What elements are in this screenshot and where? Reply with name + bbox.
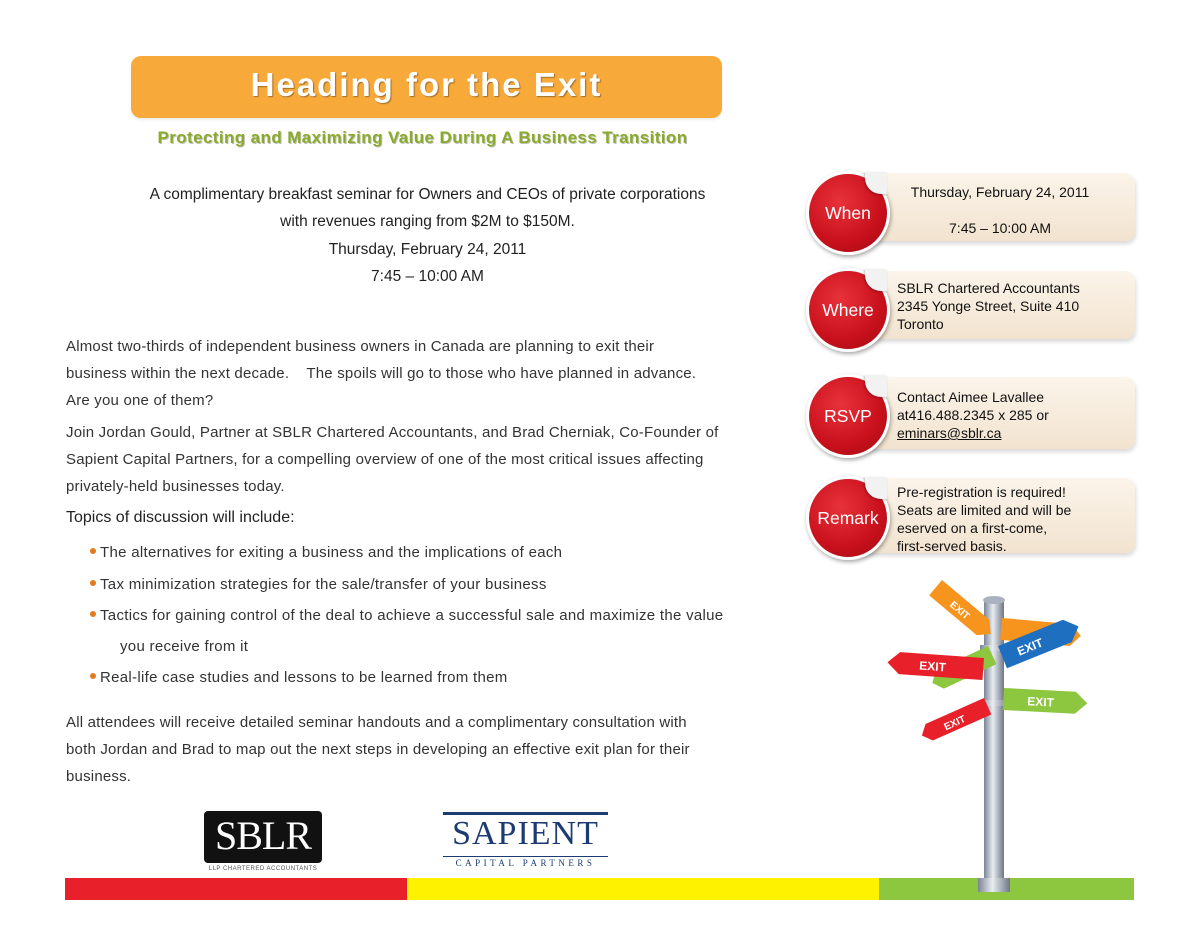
rsvp-contact — [897, 388, 1049, 442]
svg-text:EXIT: EXIT — [918, 658, 947, 675]
exit-signpost-illustration — [880, 560, 1100, 900]
remark-line: first-served basis. — [897, 538, 1007, 554]
intro-line-1: A complimentary breakfast seminar for Owners and CEOs of private corporations — [149, 186, 706, 203]
svg-text:EXIT: EXIT — [942, 713, 968, 734]
exit-sign-red-lower — [918, 698, 991, 744]
where-badge: Where — [806, 268, 890, 352]
text-line: privately-held businesses today. — [66, 478, 285, 495]
intro-date: Thursday, February 24, 2011 — [328, 241, 527, 258]
where-line: 2345 Yonge Street, Suite 410 — [897, 298, 1080, 314]
text-line: Sapient Capital Partners, for a compelling overview of one of the most critical issues affecting — [66, 451, 704, 468]
remark-line: eserved on a first-come, — [897, 520, 1048, 536]
svg-text:EXIT: EXIT — [1015, 635, 1046, 659]
pole-base — [978, 878, 1010, 892]
list-item: Tactics for gaining control of the deal to achieve a successful sale and maximize the value — [90, 601, 770, 631]
rsvp-email-link[interactable]: eminars@sblr.ca — [897, 425, 1002, 441]
svg-text:EXIT: EXIT — [1026, 694, 1055, 710]
intro-line-2: with revenues ranging from $2M to $150M. — [280, 213, 575, 230]
where-line: SBLR Chartered Accountants — [897, 280, 1080, 296]
intro-time: 7:45 – 10:00 AM — [371, 268, 484, 285]
rsvp-badge: RSVP — [806, 374, 890, 458]
when-time: 7:45 – 10:00 AM — [949, 220, 1051, 236]
bullet-dot-icon — [90, 673, 96, 679]
bullet-dot-icon — [90, 548, 96, 554]
text-line: both Jordan and Brad to map out the next steps in developing an effective exit plan for their — [66, 741, 690, 758]
svg-text:EXIT: EXIT — [947, 599, 972, 623]
rsvp-line: Contact Aimee Lavallee — [897, 389, 1045, 405]
rsvp-line: at416.488.2345 x 285 or — [897, 407, 1049, 423]
remark-line: Pre-registration is required! — [897, 484, 1066, 500]
when-badge: When — [806, 171, 890, 255]
text-line: Join Jordan Gould, Partner at SBLR Chartered Accountants, and Brad Cherniak, Co-Founder of — [66, 424, 719, 441]
text-line: business. — [66, 768, 132, 785]
list-item: Real-life case studies and lessons to be learned from them — [90, 663, 770, 693]
signpost-pole — [984, 600, 1004, 890]
sblr-logo-text: SBLR — [214, 813, 312, 858]
footer-stripe-red — [65, 878, 407, 900]
sapient-logo: SAPIENT — [452, 815, 599, 852]
sapient-logo-tagline: CAPITAL PARTNERS — [443, 856, 608, 868]
text-line: Almost two-thirds of independent business owners in Canada are planning to exit their — [66, 338, 655, 355]
sblr-logo-tagline: LLP CHARTERED ACCOUNTANTS — [208, 866, 318, 872]
exit-sign-green-right — [1003, 688, 1088, 714]
text-line: business within the next decade. The spoils will go to those who have planned in advance. — [66, 365, 697, 382]
text-line: All attendees will receive detailed seminar handouts and a complimentary consultation with — [66, 714, 687, 731]
page-subtitle: Protecting and Maximizing Value During A Business Transition — [157, 128, 688, 147]
list-item-continuation: you receive from it — [120, 638, 249, 655]
page-title: Heading for the Exit — [250, 66, 603, 103]
topics-heading: Topics of discussion will include: — [66, 509, 295, 526]
where-address — [897, 279, 1080, 333]
remark-line: Seats are limited and will be — [897, 502, 1072, 518]
footer-stripe-yellow — [407, 878, 879, 900]
body-paragraph-2 — [66, 419, 766, 500]
remark-badge: Remark — [806, 476, 890, 560]
text-line: Are you one of them? — [66, 392, 214, 409]
body-paragraph-1 — [66, 333, 766, 414]
closing-paragraph — [66, 709, 766, 790]
list-item: The alternatives for exiting a business and the implications of each — [90, 538, 770, 568]
when-date: Thursday, February 24, 2011 — [910, 184, 1090, 200]
pole-cap — [983, 596, 1005, 604]
bullet-dot-icon — [90, 580, 96, 586]
where-line: Toronto — [897, 316, 944, 332]
list-item: Tax minimization strategies for the sale/transfer of your business — [90, 570, 770, 600]
bullet-dot-icon — [90, 611, 96, 617]
remark-text — [897, 483, 1071, 555]
